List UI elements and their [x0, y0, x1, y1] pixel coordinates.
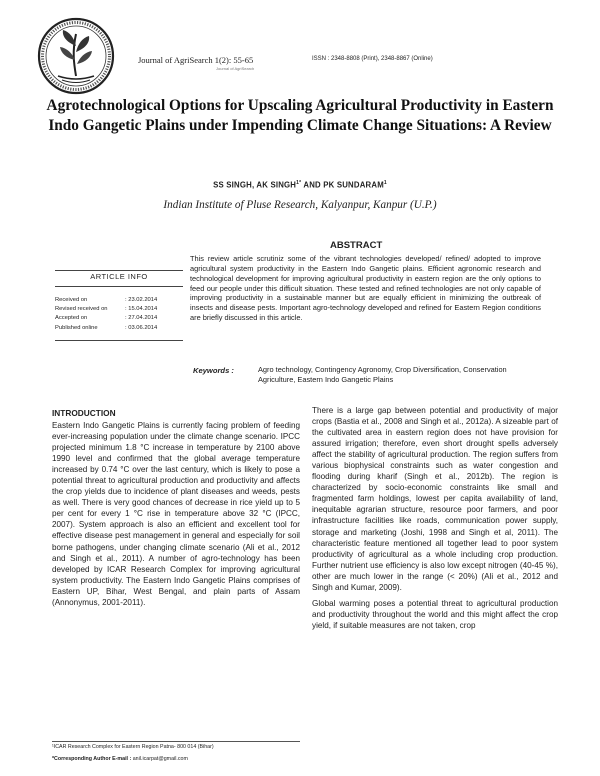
corresponding-email: anil.icarpat@gmail.com	[131, 756, 188, 762]
article-info-label: Revised received on	[55, 306, 108, 313]
corresponding-label: *Corresponding Author E-mail :	[52, 756, 132, 762]
article-info-value: : 23.02.2014	[125, 297, 158, 303]
keywords-text: Agro technology, Contingency Agronomy, Crop Diversification, Conservation Agriculture, Eastern Indo Gangetic Plains	[258, 365, 507, 385]
journal-subtitle: Journal of AgriSearch	[216, 66, 255, 71]
article-info-row	[55, 296, 185, 305]
article-title: Agrotechnological Options for Upscaling Agricultural Productivity in Eastern Indo Gangetic Plains under Impending Climate Change Situations: A Review	[46, 97, 554, 134]
article-info-value: : 03.06.2014	[125, 324, 158, 331]
introduction-left-column: Eastern Indo Gangetic Plains is currently facing problem of feeding ever-increasing population under the climate change scenario. IPCC projected minimum 1.8 °C increase in temperature by 2100 above 1990 level and confirmed that the global average temperature increased by 0.74 °C over the last century, which is likely to pose a potential threat to agricultural production and productivity and affects the crop yields due to incidence of plant diseases and weeds, pests as well. There is very good chances of decrease in rice yield up to 5 per cent for every 1 °C rise in temperature above 32 °C (IPCC, 2007). System approach is also an efficient and excellent tool for effective disease pest management in general and especially for soil borne pathogens, under changing climate scenario (Ali et al., 2012 and Singh et al., 2011). A number of agro-technology has been developed by ICAR Research Complex for improving agricultural system productivity. The Eastern Indo Gangetic Plains comprises of Eastern UP, Bihar, West Bengal, and plain parts of Assam (Annonymus, 2001-2011).	[52, 421, 300, 607]
abstract-text: This review article scrutiniz some of the vibrant technologies developed/ refined/ adopted to improve agricultural system productivity in the Eastern Indo Gangetic plains. Efficient agronomic research and technological development for improving agricultural productivity in eastern region are the only options to feed our people under this difficult situation. These tested and refined technologies are not only capable of improving productivity in a sustainable manner but are equally efficient in minimizing the outbreak of insects and disease pests. Important agro-technology developed and refined for Eastern Region conditions are briefly discussed in this article.	[190, 254, 541, 323]
footnote-affiliation: ¹ICAR Research Complex for Eastern Region Patna- 800 014 (Bihar)	[52, 744, 214, 750]
journal-citation: Journal of AgriSearch 1(2): 55-65	[138, 55, 254, 65]
author-mark-first: 1*	[296, 180, 302, 186]
article-info-value: : 27.04.2014	[125, 315, 158, 322]
article-info-top-rule	[55, 270, 183, 271]
affiliation: Indian Institute of Pluse Research, Kalyanpur, Kanpur (U.P.)	[163, 199, 437, 211]
author-joiner: AND PK SUNDARAM	[301, 180, 384, 190]
right-column-paragraph-2: Global warming poses a potential threat to agricultural production and productivity throughout the world and this might affect the crop yield, if suitable measures are not taken, crop	[312, 598, 558, 630]
article-info-row	[55, 324, 185, 333]
article-info-mid-rule	[55, 286, 183, 287]
right-column-paragraph-1: There is a large gap between potential and productivity of major crops (Bastia et al., 2008 and Singh et al., 2012a). A sizeable part of the cultivated area in eastern region does not have provision for assured irrigation; therefore, even short drought spells adversely affect the stability of agricultural production. The region suffers from various biophysical constraints such as water congestion and flooding during kharif (Singh et al., 2012b). The region is characterized by socio-economic constraints like small and fragmented farm holdings, lowest per capita availability of land, inequitable agrarian structure, resource poor farmers, and poor infrastructure facilities like roads, communication power supply, storage and marketing (Joshi, 1998 and Singh et al, 2011). The characteristic feature mentioned all together lead to poor system productivity of agricultural as a whole including crop production. Further nutrient use efficiency is also low except nitrogen (40-45 %), other are much lower in the range (< 20%) (Ali et al., 2012 and Singh and Kumar, 2009).	[312, 406, 558, 592]
article-info-bottom-rule	[55, 340, 183, 341]
article-info-value: : 15.04.2014	[125, 306, 158, 313]
article-info-row	[55, 305, 185, 314]
article-info-rows	[55, 296, 185, 333]
article-info-label: Accepted on	[55, 315, 88, 322]
introduction-right-column	[312, 405, 558, 636]
article-info-heading: ARTICLE INFO	[90, 272, 148, 281]
keywords-label: Keywords :	[193, 366, 234, 375]
article-info-row	[55, 314, 185, 323]
footnote-corresponding	[52, 756, 188, 762]
issn: ISSN : 2348-8808 (Print), 2348-8867 (Online)	[312, 56, 433, 62]
authors	[0, 180, 600, 190]
article-info-label: Received on	[55, 297, 88, 303]
footnote-rule	[52, 741, 300, 742]
introduction-heading: INTRODUCTION	[52, 408, 116, 418]
abstract-heading: ABSTRACT	[330, 240, 383, 251]
author-names: SS SINGH, AK SINGH	[213, 180, 297, 190]
author-mark-last: 1	[383, 180, 387, 186]
journal-logo	[36, 16, 116, 96]
journal-logo-emblem	[36, 16, 116, 96]
article-info-label: Published online	[55, 324, 98, 331]
